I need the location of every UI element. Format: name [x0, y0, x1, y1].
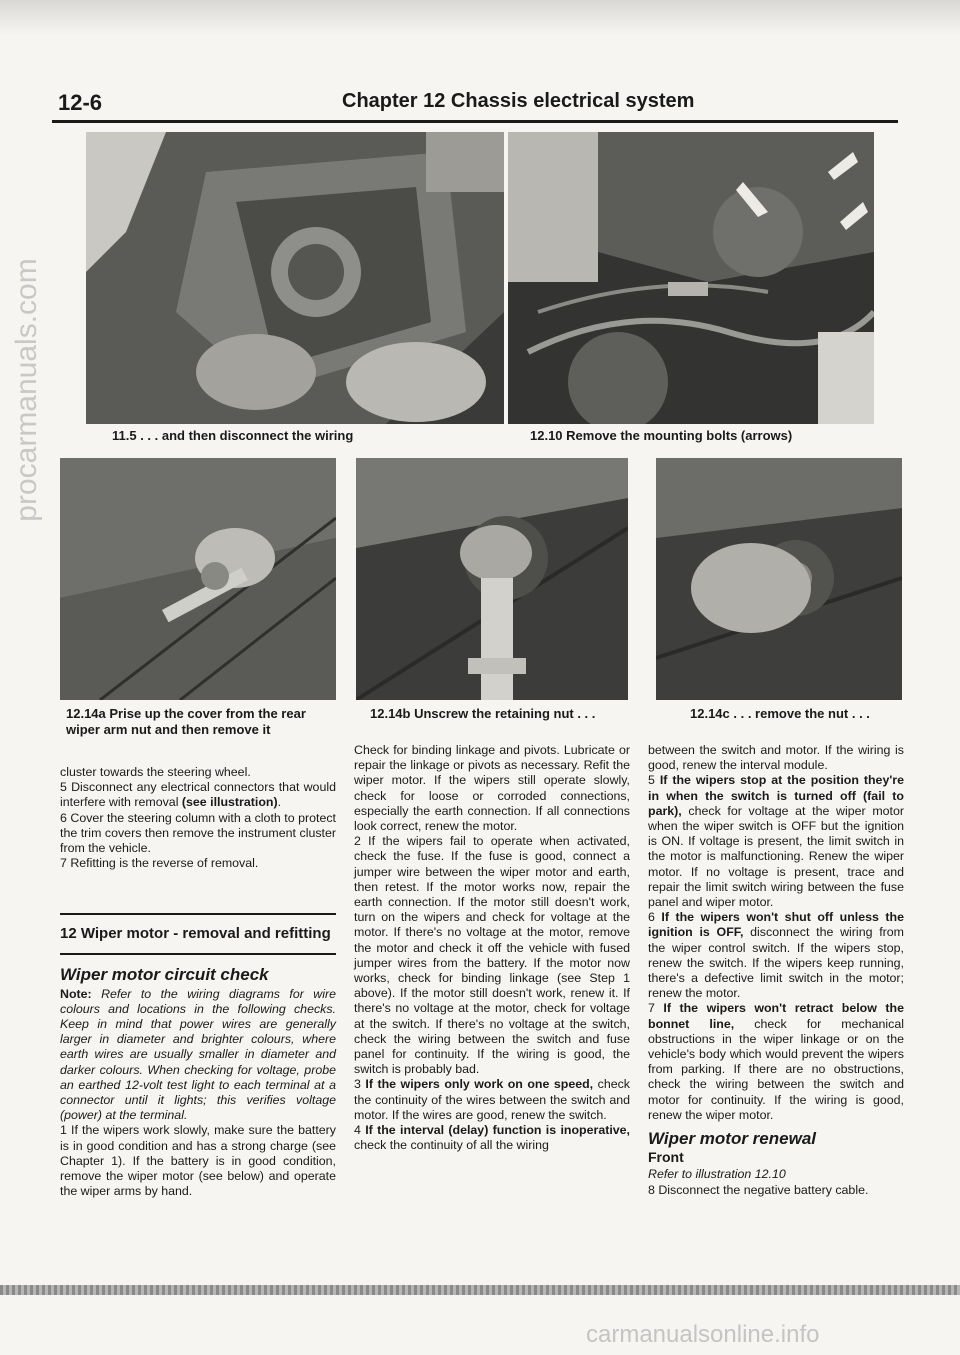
paragraph-step-7: 7 Refitting is the reverse of removal.: [60, 856, 259, 871]
photo-12-14c: [656, 458, 902, 700]
page-header: [52, 88, 902, 122]
paragraph-step-6-shutoff: 6 If the wipers won't shut off unless the ignition is OFF, disconnect the wiring from the wiper control switch. If the wipers stop, renew the switch. If the wipers keep running, there's a defective limit switch in the motor; renew the motor.: [648, 910, 904, 1001]
paragraph-step-1: 1 If the wipers work slowly, make sure the battery is in good condition and has a strong charge (see Chapter 1). If the battery is in good condition, remove the wiper motor (see below) and operate the wiper arms by hand.: [60, 1123, 336, 1199]
caption-12-14a: 12.14a Prise up the cover from the rear wiper arm nut and then remove it: [66, 706, 306, 737]
paragraph-cluster: cluster towards the steering wheel.: [60, 765, 251, 779]
text-column-2: [354, 743, 630, 1153]
scan-shadow-top: [0, 0, 960, 36]
photo-12-14b: [356, 458, 628, 700]
paragraph-step-6: 6 Cover the steering column with a cloth to protect the trim covers then remove the instrument cluster from the vehicle.: [60, 810, 336, 856]
caption-11-5: 11.5 . . . and then disconnect the wiring: [112, 428, 354, 443]
caption-12-14c: 12.14c . . . remove the nut . . .: [690, 706, 870, 721]
section-rule-bottom: [60, 953, 336, 955]
note-paragraph: Note: Refer to the wiring diagrams for wire colours and locations in the following checks. Keep in mind that power wires are generally larger in diameter and brighter colours, where earth wires are usually smaller in diameter and darker colours. When checking for voltage, probe an earthed 12-volt test light to each terminal at a connector until it lights; this verifies voltage (power) at the terminal.: [60, 986, 336, 1123]
watermark-bottom: carmanualsonline.info: [586, 1321, 820, 1348]
sub-heading-motor-renewal: Wiper motor renewal: [648, 1129, 816, 1149]
paragraph-step-4: 4 If the interval (delay) function is inoperative, check the continuity of all the wiring: [354, 1123, 631, 1153]
chapter-title: Chapter 12 Chassis electrical system: [342, 90, 695, 112]
paragraph-step-5-park: 5 If the wipers stop at the position they're in when the switch is turned off (fail to park), check for voltage at the wiper motor when the wiper switch is OFF but the ignition is ON. If voltage is present, the limit switch in the motor is malfunctioning. Renew the wiper motor. If no voltage is present, trace and repair the limit switch wiring between the fuse panel and wiper motor.: [648, 773, 904, 910]
paragraph-step-2: 2 If the wipers fail to operate when activated, check the fuse. If the fuse is good, connect a jumper wire between the wiper motor and earth, then retest. If the motor works now, repair the earth connection. If the motor still doesn't work, turn on the wipers and check for voltage at the motor. If there's no voltage at the motor, remove the motor and check it off the vehicle with fused jumper wires from the battery. If the motor now works, check for binding linkage (see Step 1 above). If the motor still doesn't work, renew it. If there's no voltage at the motor, check for voltage at the switch. If there's no voltage at the switch, check the wiring between the switch and fuse panel for continuity. If the wiring is good, the switch is probably bad.: [354, 834, 630, 1077]
paragraph-step-8: 8 Disconnect the negative battery cable.: [648, 1182, 869, 1197]
photo-12-10: [508, 132, 874, 424]
refer-illustration: Refer to illustration 12.10: [648, 1167, 786, 1182]
page-number: 12-6: [58, 90, 103, 115]
text-column-1: [60, 743, 336, 1199]
text-column-3: [648, 743, 904, 1198]
watermark-left: procarmanuals.com: [10, 258, 43, 522]
paragraph-step-7-retract: 7 If the wipers won't retract below the bonnet line, check for mechanical obstructions in the wiper linkage or on the vehicle's body which would prevent the wipers from parking. If there are no obstructions, check the wiring between the switch and motor for continuity. If the wiring is good, renew the wiper motor.: [648, 1001, 904, 1122]
paragraph-step-5: 5 Disconnect any electrical connectors that would interfere with removal (see illustration).: [60, 780, 336, 810]
paragraph-step-3: 3 If the wipers only work on one speed, check the continuity of the wires between the switch and motor. If the wires are good, renew the switch.: [354, 1077, 630, 1122]
sub-heading-circuit-check: Wiper motor circuit check: [60, 965, 269, 985]
paragraph-check-binding: Check for binding linkage and pivots. Lubricate or repair the linkage or pivots as necessary. Refit the wiper motor. If the wipers still operate slowly, check for loose or corroded connections, especially the earth connection. If all connections look correct, renew the motor.: [354, 743, 630, 834]
caption-12-14b: 12.14b Unscrew the retaining nut . . .: [370, 706, 596, 721]
section-heading: 12 Wiper motor - removal and refitting: [60, 925, 331, 943]
header-rule: [52, 120, 898, 123]
photo-12-14a: [60, 458, 336, 700]
section-rule-top: [60, 913, 336, 915]
caption-12-10: 12.10 Remove the mounting bolts (arrows): [530, 428, 793, 443]
paragraph-between: between the switch and motor. If the wiring is good, renew the interval module.: [648, 743, 904, 773]
photo-11-5: [86, 132, 504, 424]
front-heading: Front: [648, 1149, 684, 1166]
scan-shadow-bottom: [0, 1285, 960, 1295]
